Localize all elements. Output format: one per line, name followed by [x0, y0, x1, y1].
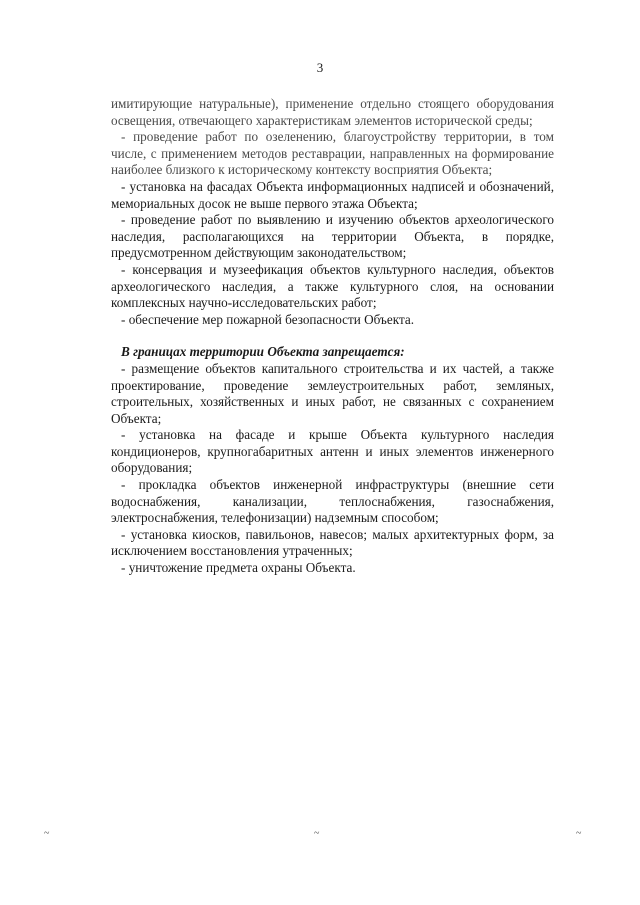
paragraph-infrastructure-ban: - прокладка объектов инженерной инфраструктуры (внешние сети водоснабжения, канализации, теплоснабжения, газоснабжения, электроснабжения, телефонизации) надземным способом;	[111, 477, 554, 526]
paragraph-fire-safety: - обеспечение мер пожарной безопасности Объекта.	[121, 311, 415, 327]
paragraph-destruction-ban: - уничтожение предмета охраны Объекта.	[121, 560, 356, 576]
paragraph-signage: - установка на фасадах Объекта информационных надписей и обозначений, мемориальных досок не выше первого этажа Объекта;	[111, 178, 554, 211]
paragraph-lighting: имитирующие натуральные), применение отдельно стоящего оборудования освещения, отвечающего характеристикам элементов исторической среды;	[111, 96, 554, 128]
paragraph-construction-ban: - размещение объектов капитального строительства и их частей, а также проектирование, проведение землеустроительных работ, земляных, строительных, хозяйственных и иных работ, не связанных с сохранением Объекта;	[111, 360, 554, 426]
page-number: 3	[316, 60, 324, 75]
scan-mark-left: ~	[44, 828, 50, 839]
scan-mark-right: ~	[576, 828, 582, 839]
paragraph-archaeology-research: - проведение работ по выявлению и изучению объектов археологического наследия, располагающихся на территории Объекта, в порядке, предусмотренном действующим законодательством;	[111, 212, 554, 261]
section-heading-prohibited: В границах территории Объекта запрещается:	[121, 344, 405, 360]
paragraph-landscaping: - проведение работ по озеленению, благоустройству территории, в том числе, с применением методов реставрации, направленных на формирование наиболее близкого к историческому контексту восприятия Объекта;	[111, 129, 554, 178]
paragraph-kiosks-ban: - установка киосков, павильонов, навесов; малых архитектурных форм, за исключением восстановления утраченных;	[111, 526, 554, 559]
scan-mark-center: ~	[314, 828, 320, 839]
paragraph-conservation: - консервация и музеефикация объектов культурного наследия, объектов археологического наследия, а также культурного слоя, на основании комплексных научно-исследовательских работ;	[111, 261, 554, 311]
document-body	[111, 96, 554, 577]
paragraph-equipment-ban: - установка на фасаде и крыше Объекта культурного наследия кондиционеров, крупногабаритных антенн и иных элементов инженерного оборудования;	[111, 427, 554, 476]
